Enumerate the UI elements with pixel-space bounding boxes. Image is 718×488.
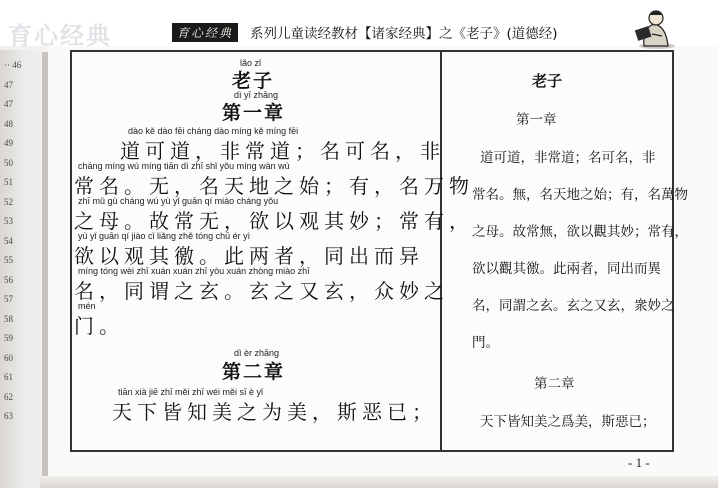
traditional-line: 道可道，非常道；名可名，非 bbox=[480, 150, 656, 166]
text-line: 常名。无，名天地之始；有，名万物 bbox=[74, 174, 474, 198]
traditional-line: 門。 bbox=[472, 335, 499, 351]
traditional-line: 之母。故常無，欲以觀其妙；常有， bbox=[472, 224, 688, 240]
pinyin-line: zhī mǔ gù cháng wú yù yǐ guān qí miào cháng yǒu bbox=[78, 196, 279, 206]
margin-line-number: 55 bbox=[4, 255, 13, 265]
text-line: 门。 bbox=[74, 314, 124, 338]
chapter2-pinyin: dì èr zhāng bbox=[234, 348, 280, 358]
margin-line-number: 53 bbox=[4, 216, 13, 226]
page-edge-shadow bbox=[40, 476, 718, 488]
margin-line-number: 58 bbox=[4, 313, 13, 324]
page-header bbox=[0, 0, 718, 50]
pinyin-line: yù yǐ guān qí jiào cǐ liǎng zhě tóng chū ér yì bbox=[78, 231, 251, 241]
margin-line-number: 50 bbox=[4, 157, 13, 168]
traditional-line: 欲以觀其徼。此兩者，同出而異 bbox=[472, 261, 661, 277]
chapter2-heading: 第二章 bbox=[222, 361, 286, 383]
publisher-watermark-logo: 育心经典 bbox=[8, 22, 112, 50]
margin-line-number: 51 bbox=[4, 177, 13, 187]
text-line: 道可道，非常道；名可名，非 bbox=[120, 139, 445, 163]
series-title: 系列儿童读经教材【诸家经典】之《老子》(道德经) bbox=[250, 26, 558, 42]
margin-line-number: 61 bbox=[4, 372, 13, 382]
text-line: 天下皆知美之为美，斯恶已； bbox=[112, 400, 437, 424]
traditional-line: 名，同謂之玄。玄之又玄，衆妙之 bbox=[472, 298, 675, 314]
text-line: 欲以观其徼。此两者，同出而异 bbox=[74, 244, 424, 268]
margin-line-number: 63 bbox=[4, 411, 13, 421]
margin-line-number: 47 bbox=[4, 79, 13, 90]
margin-line-number: 56 bbox=[4, 274, 13, 285]
pinyin-line: tiān xià jiē zhī měi zhī wéi měi sī è yǐ bbox=[118, 387, 264, 397]
pinyin-line: míng tóng wèi zhī xuán xuán zhī yòu xuán zhòng miào zhī bbox=[78, 266, 310, 276]
traditional-line: 常名。無，名天地之始；有，名萬物 bbox=[472, 187, 688, 203]
text-line: 名，同谓之玄。玄之又玄，众妙之 bbox=[74, 279, 449, 303]
reading-sage-illustration bbox=[630, 6, 678, 50]
margin-line-number: 60 bbox=[4, 352, 13, 363]
traditional-chapter2: 第二章 bbox=[534, 376, 575, 392]
text-frame bbox=[70, 50, 688, 452]
margin-line-number: 62 bbox=[4, 391, 13, 402]
margin-line-number: 47 bbox=[4, 99, 13, 109]
pinyin-line: mén bbox=[78, 301, 96, 311]
margin-line-number: 49 bbox=[4, 138, 13, 148]
title-pinyin: lǎo zǐ bbox=[240, 58, 262, 68]
book-title: 老子 bbox=[232, 70, 275, 92]
margin-line-number: ·· 46 bbox=[4, 60, 22, 70]
series-stamp: 育心经典 bbox=[172, 23, 238, 42]
pinyin-line: dào kě dào fēi cháng dào míng kě míng fēi bbox=[128, 126, 299, 136]
page-number: - 1 - bbox=[628, 455, 650, 470]
traditional-title: 老子 bbox=[532, 72, 563, 90]
column-divider bbox=[440, 52, 442, 450]
chapter1-heading: 第一章 bbox=[222, 102, 286, 124]
text-line: 之母。故常无，欲以观其妙；常有， bbox=[74, 209, 474, 233]
traditional-line: 天下皆知美之爲美，斯惡已； bbox=[480, 414, 656, 430]
pinyin-line: cháng míng wú míng tiān dì zhī shǐ yǒu míng wàn wù bbox=[78, 161, 290, 171]
traditional-chapter1: 第一章 bbox=[516, 112, 557, 128]
margin-line-number: 48 bbox=[4, 118, 13, 129]
margin-line-number: 57 bbox=[4, 294, 13, 304]
margin-line-number: 52 bbox=[4, 196, 13, 207]
margin-line-number: 54 bbox=[4, 235, 13, 246]
margin-line-number: 59 bbox=[4, 333, 13, 343]
facing-page-margin bbox=[0, 50, 40, 488]
chapter1-pinyin: dì yī zhāng bbox=[234, 90, 279, 100]
